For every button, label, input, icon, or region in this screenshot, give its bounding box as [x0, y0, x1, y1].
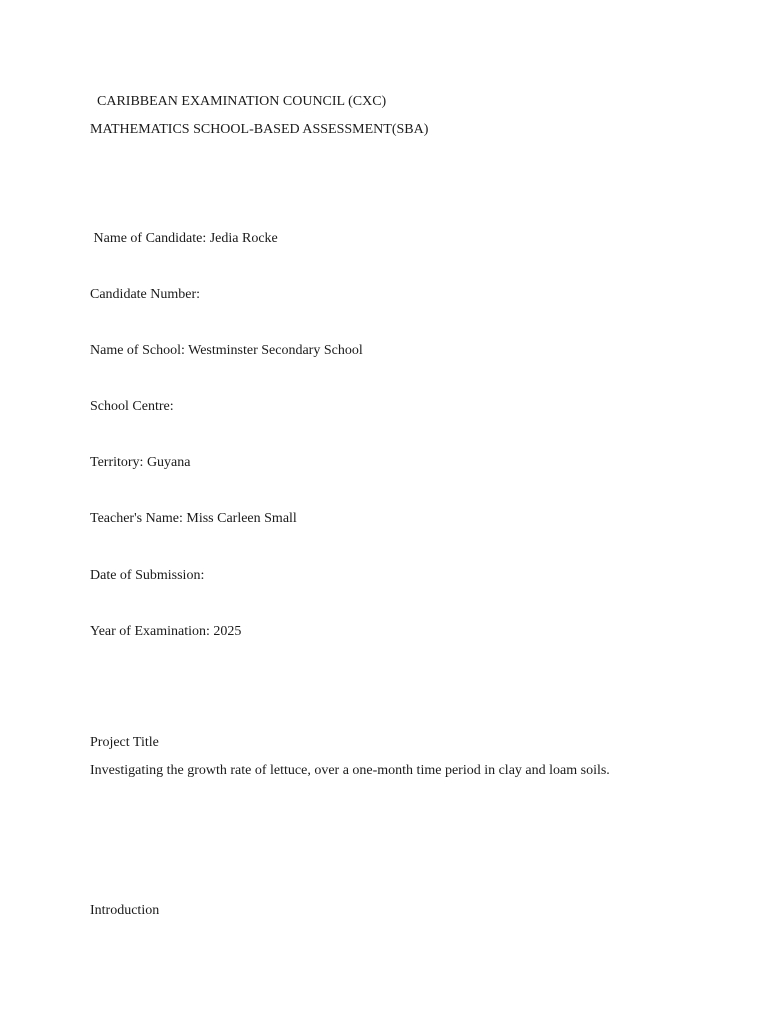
territory-line: Territory: Guyana [90, 455, 191, 470]
project-title-heading: Project Title [90, 735, 159, 750]
introduction-heading: Introduction [90, 903, 160, 918]
subject-heading: MATHEMATICS SCHOOL-BASED ASSESSMENT(SBA) [90, 122, 429, 137]
teacher-name-line: Teacher's Name: Miss Carleen Small [90, 511, 297, 526]
year-of-examination-line: Year of Examination: 2025 [90, 624, 242, 639]
school-name-line: Name of School: Westminster Secondary School [90, 343, 363, 358]
school-centre-line: School Centre: [90, 399, 174, 414]
project-title-text: Investigating the growth rate of lettuce, over a one-month time period in clay and loam soils. [90, 763, 610, 778]
candidate-number-line: Candidate Number: [90, 287, 201, 302]
council-heading: CARIBBEAN EXAMINATION COUNCIL (CXC) [90, 94, 387, 109]
candidate-name-line: Name of Candidate: Jedia Rocke [90, 231, 278, 246]
date-of-submission-line: Date of Submission: [90, 568, 205, 583]
